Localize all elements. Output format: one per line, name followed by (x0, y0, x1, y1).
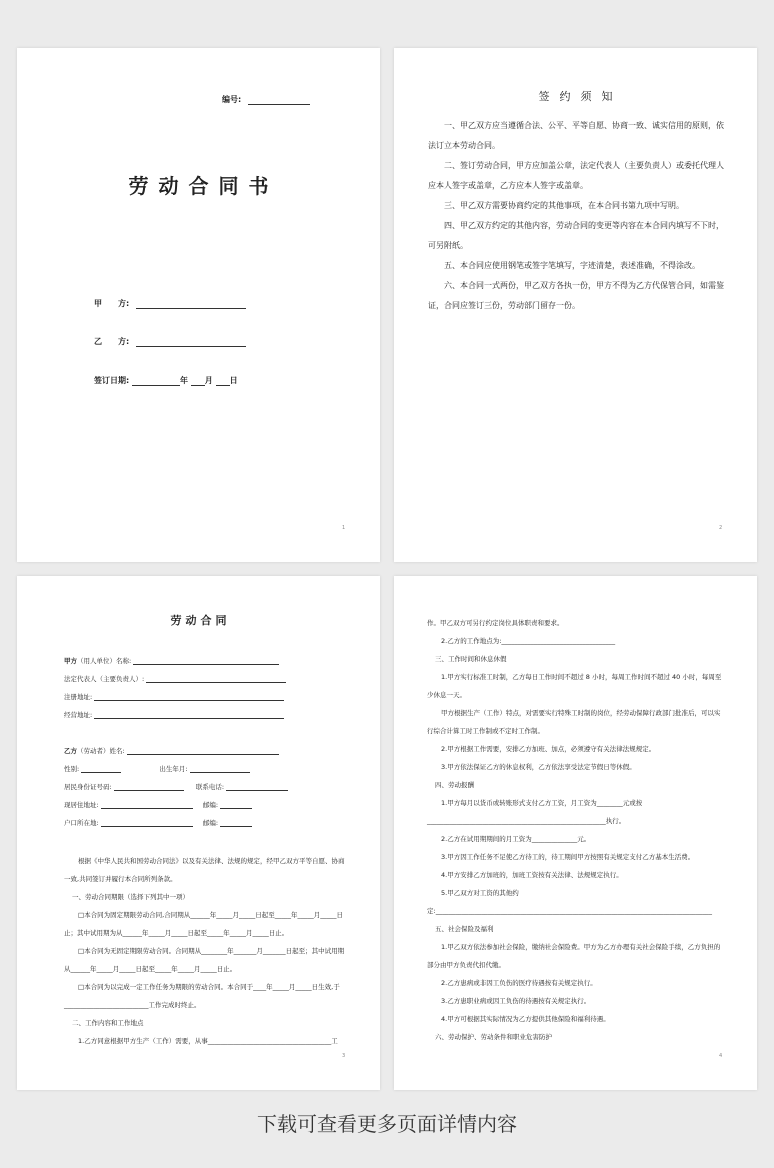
term-option: □本合同为以完成一定工作任务为期限的劳动合同。本合同于____年_____月_____日生效,于__________________________工作完成时终止。 (64, 983, 340, 1009)
clause-text: 1.甲方实行标准工时制，乙方每日工作时间不超过 8 小时，每周工作时间不超过 40 小时，每周至少休息一天。 (427, 673, 722, 699)
sign-date-field: 签订日期: 年 月 日 (94, 376, 238, 385)
clause-text: 甲方根据生产（工作）特点，对需要实行特殊工时制的岗位，经劳动保障行政部门批准后，可以实行综合计算工时工作制或不定时工作制。 (427, 709, 721, 735)
notice-title: 签约须知 (538, 90, 623, 103)
notice-paragraph: 四、甲乙双方约定的其他内容，劳动合同的变更等内容在本合同内填写不下时，可另附纸。 (428, 221, 724, 250)
party-b-name-field: 乙方（劳动者）姓名: (64, 746, 279, 755)
clause-text: 1.甲乙双方依法参加社会保险，缴纳社会保险费。甲方为乙方办理有关社会保险手续，乙方负担的部分由甲方负责代扣代缴。 (427, 943, 721, 969)
party-b-field: 乙 方: (94, 336, 246, 347)
page-number: 3 (342, 1053, 346, 1059)
section-heading: 一、劳动合同期限（选择下列其中一项） (72, 893, 189, 901)
notice-paragraph: 六、本合同一式两份，甲乙双方各执一份，甲方不得为乙方代保管合同，如需鉴证，合同应签订三份，劳动部门留存一份。 (428, 281, 724, 310)
page-cover (17, 48, 380, 562)
clause-text: 1.甲方每月以货币或转账形式支付乙方工资，月工资为________元或按_______________________________________________________执行。 (427, 799, 643, 825)
legal-rep-field: 法定代表人（主要负责人）: (64, 674, 286, 683)
notice-paragraph: 三、甲乙双方需要协商约定的其他事项，在本合同书第九项中写明。 (444, 201, 684, 210)
reg-address-field: 注册地址: (64, 692, 284, 701)
notice-paragraph: 五、本合同应使用钢笔或签字笔填写，字迹清楚，表述准确，不得涂改。 (444, 261, 700, 270)
residence-field: 现居住地址: 邮编: (64, 800, 252, 809)
clause-text: 1.乙方同意根据甲方生产（工作）需要，从事______________________________________工 (78, 1037, 338, 1045)
clause-text: 2.乙方的工作地点为:___________________________________ (441, 637, 616, 645)
contract-number-field: 编号: (222, 94, 310, 105)
section-heading: 三、工作时间和休息休假 (435, 655, 507, 663)
clause-text: 3.甲方依法保证乙方的休息权利，乙方依法享受法定节假日等休假。 (441, 763, 636, 771)
clause-text: 4.甲方安排乙方加班的，加班工资按有关法律、法规规定执行。 (441, 871, 623, 879)
notice-paragraph: 二、签订劳动合同，甲方应加盖公章，法定代表人（主要负责人）或委托代理人应本人签字或盖章，乙方应本人签字或盖章。 (428, 161, 724, 190)
page-number: 2 (719, 525, 723, 531)
clause-text: 2.甲方根据工作需要，安排乙方加班、加点，必须遵守有关法律法规规定。 (441, 745, 656, 753)
clause-text: 3.甲方因工作任务不足使乙方待工的，待工期间甲方按照有关规定支付乙方基本生活费。 (441, 853, 695, 861)
term-option: □本合同为无固定期限劳动合同。合同期从________年_______月_______日起至；其中试用期从______年_____月_____日起至_____年_____月_____日止。 (64, 947, 345, 973)
clause-text: 2.乙方在试用期期间的月工资为______________元。 (441, 835, 591, 843)
hukou-field: 户口所在地: 邮编: (64, 818, 252, 827)
section-heading: 二、工作内容和工作地点 (72, 1019, 144, 1027)
page-contract-1 (17, 576, 380, 1090)
number-blank (248, 95, 310, 105)
notice-paragraph: 一、甲乙双方应当遵循合法、公平、平等自愿、协商一致、诚实信用的原则，依法订立本劳动合同。 (428, 121, 724, 150)
page-number: 1 (342, 525, 346, 531)
clause-text: 作。甲乙双方可另行约定岗位具体职责和要求。 (427, 619, 564, 627)
clause-text: 2.乙方患病或非因工负伤的医疗待遇按有关规定执行。 (441, 979, 597, 987)
id-phone-field: 居民身份证号码: 联系电话: (64, 782, 288, 791)
clause-text: 5.甲乙双方对工资的其他约定:_____________________________________________________________________________________ (427, 889, 712, 915)
party-a-field: 甲 方: (94, 298, 246, 309)
biz-address-field: 经营地址: (64, 710, 284, 719)
section-heading: 五、社会保险及福利 (435, 925, 494, 933)
gender-birth-field: 性别: 出生年月: (64, 764, 250, 773)
cover-title: 劳动合同书 (128, 174, 279, 198)
clause-text: 4.甲方可根据其实际情况为乙方提供其他保险和福利待遇。 (441, 1015, 610, 1023)
clause-text: 3.乙方患职业病或因工负伤的待遇按有关规定执行。 (441, 997, 591, 1005)
page-signing-notice (394, 48, 757, 562)
download-more-caption: 下载可查看更多页面详情内容 (257, 1112, 517, 1136)
contract-title: 劳动合同 (170, 614, 231, 627)
section-heading: 六、劳动保护、劳动条件和职业危害防护 (435, 1033, 552, 1041)
term-option: □本合同为固定期限劳动合同,合同期从______年_____月_____日起至_____年_____月_____日止；其中试用期为从______年_____月_____日起至_____年_____月_____日止。 (64, 911, 343, 937)
contract-intro: 根据《中华人民共和国劳动合同法》以及有关法律、法规的规定，经甲乙双方平等自愿、协商一致,共同签订并履行本合同所列条款。 (64, 857, 345, 883)
page-number: 4 (719, 1053, 723, 1059)
page-contract-2 (394, 576, 757, 1090)
party-a-name-field: 甲方（用人单位）名称: (64, 656, 279, 665)
section-heading: 四、劳动报酬 (435, 781, 474, 789)
